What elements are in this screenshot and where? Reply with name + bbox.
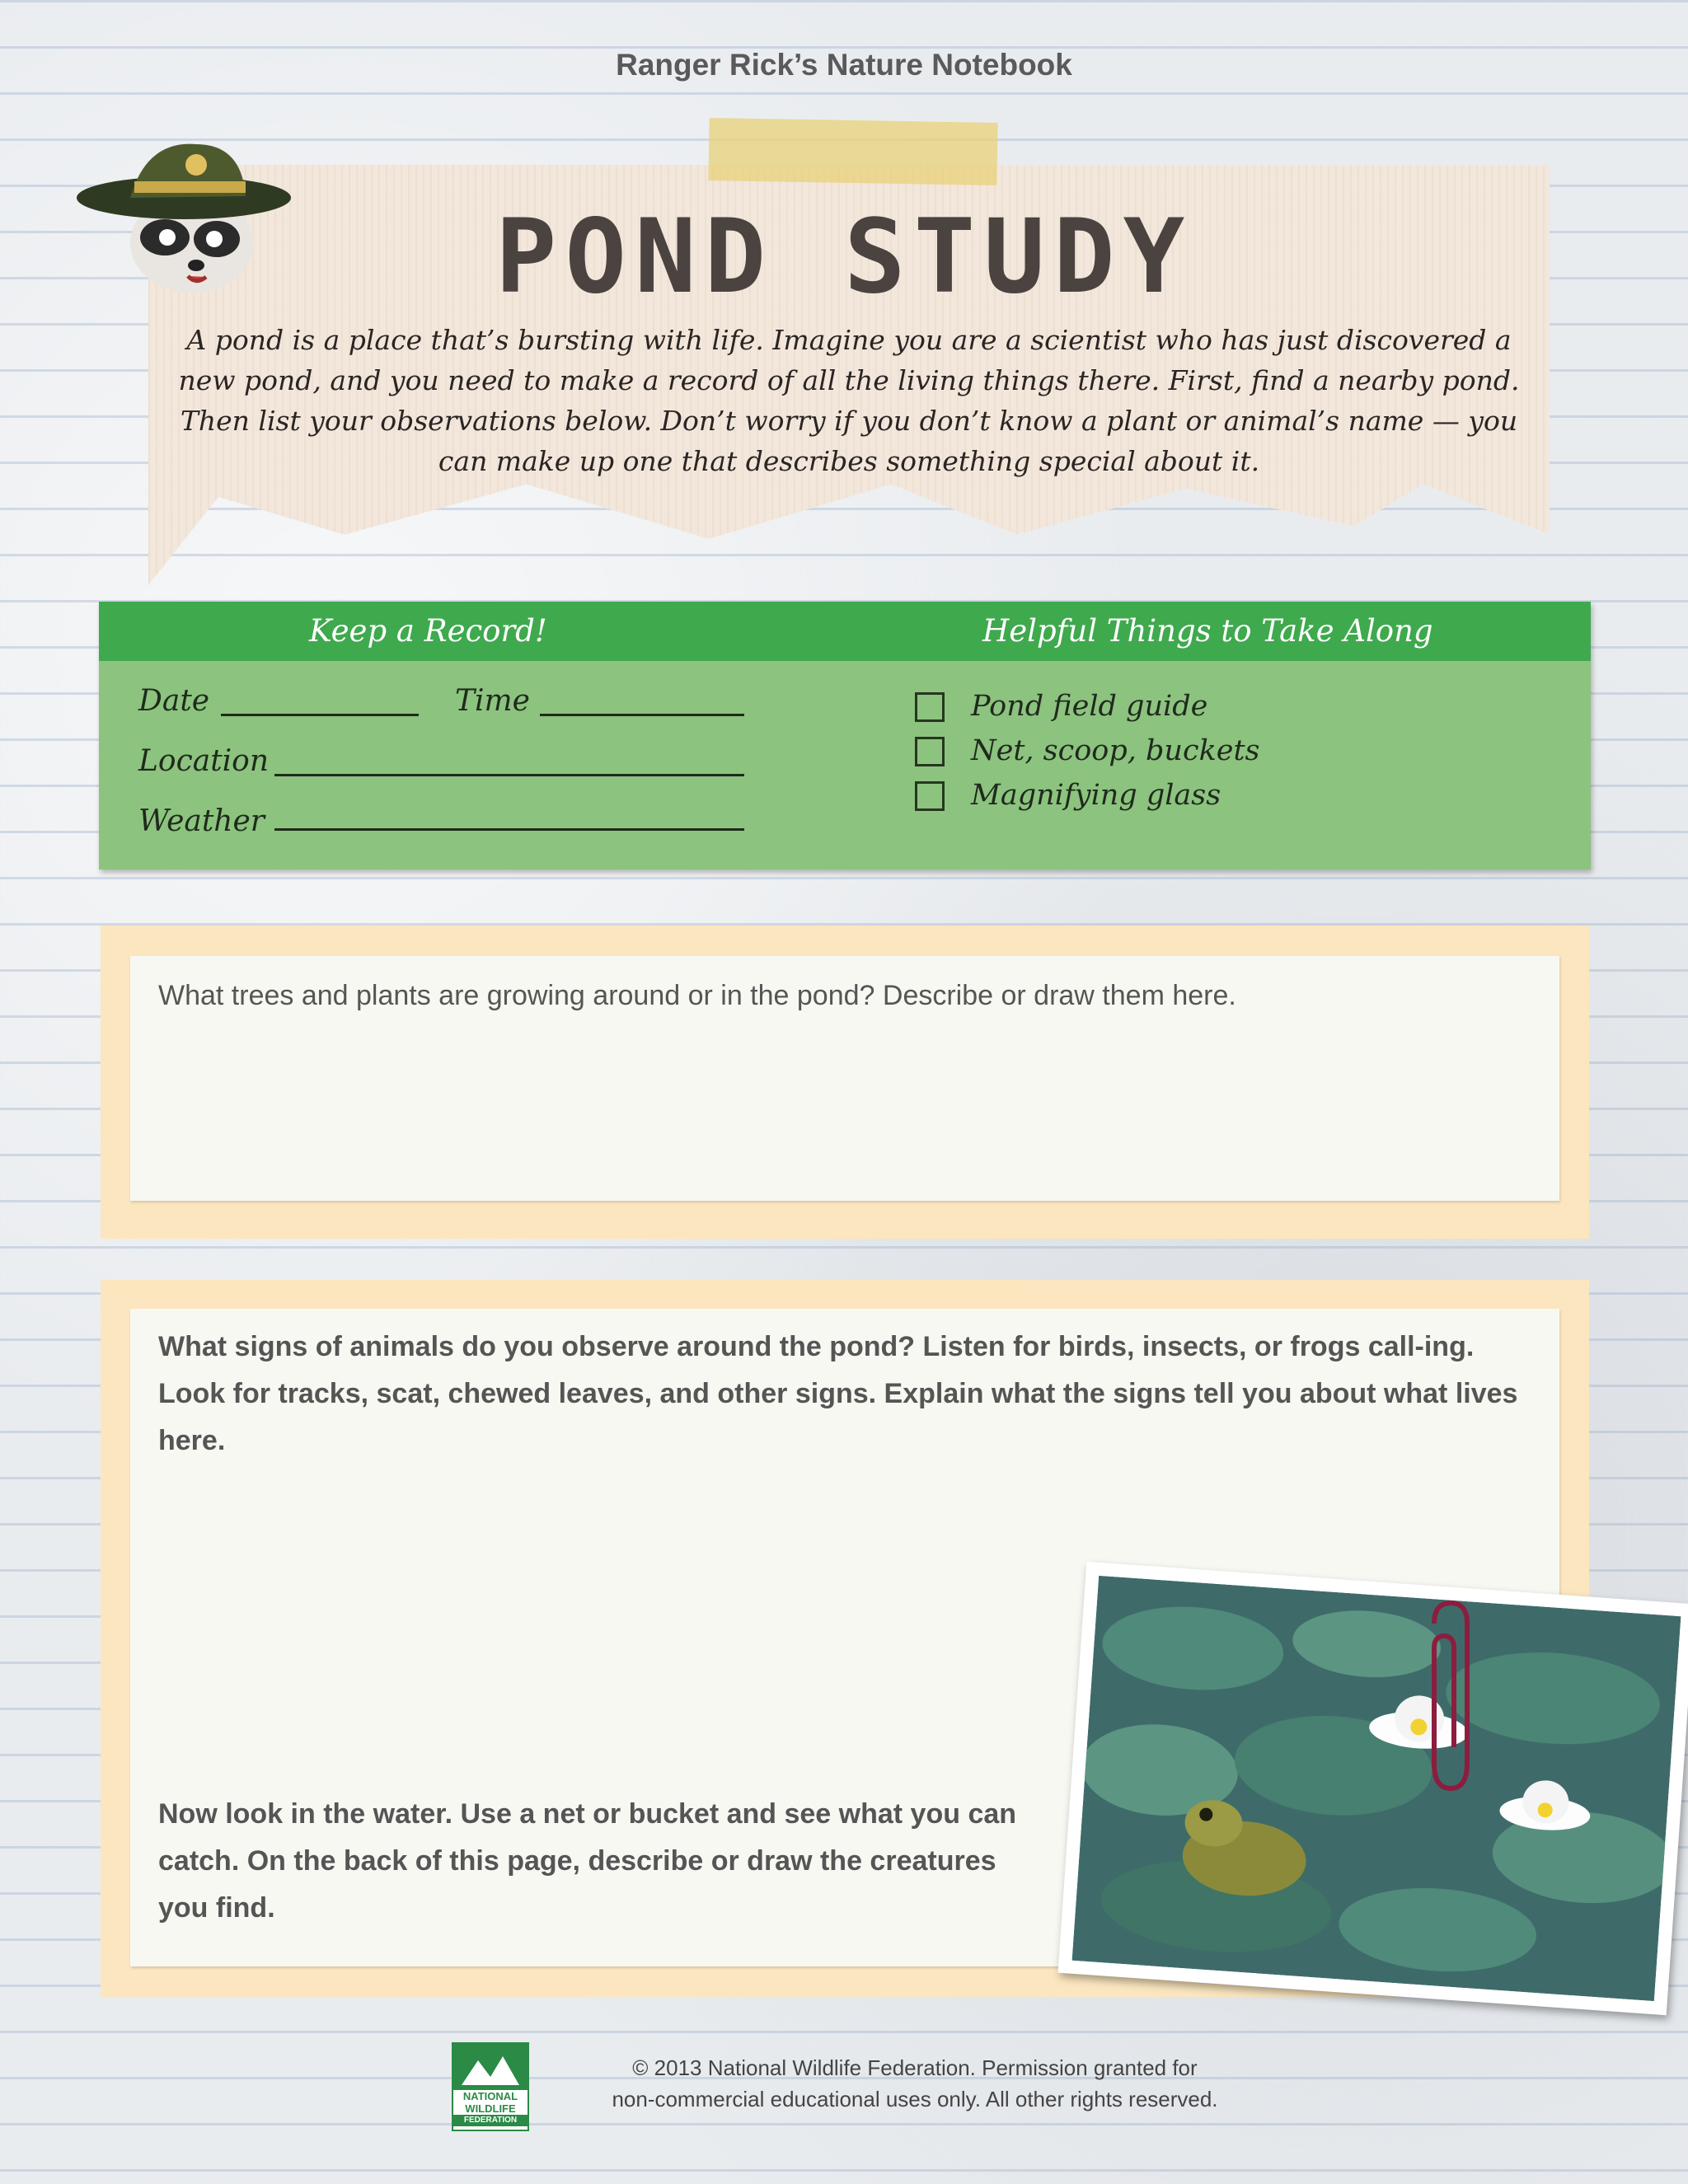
page-title: POND STUDY xyxy=(495,198,1193,316)
checkbox-net-scoop-buckets[interactable] xyxy=(915,737,945,766)
record-panel-header xyxy=(99,602,1591,661)
weather-field[interactable] xyxy=(274,828,744,831)
take-along-item: Magnifying glass xyxy=(971,779,1221,812)
take-along-item: Pond field guide xyxy=(971,690,1208,723)
wildlife-silhouette-icon xyxy=(453,2044,528,2090)
copyright-line-2: non-commercial educational uses only. All other rights reserved. xyxy=(612,2087,1218,2111)
water-prompt: Now look in the water. Use a net or bucket and see what you can catch. On the back of this page, describe or draw the creatures you find. xyxy=(158,1798,1017,1924)
plants-writing-area[interactable] xyxy=(130,956,1559,1201)
plants-prompt: What trees and plants are growing around or in the pond? Describe or draw them here. xyxy=(158,980,1236,1011)
animals-prompt: What signs of animals do you observe around the pond? Listen for birds, insects, or frogs call-ing. Look for tracks, scat, chewed leaves, and other signs. Explain what the signs tell you about what lives here. xyxy=(158,1331,1518,1456)
take-along-item: Net, scoop, buckets xyxy=(971,734,1260,767)
pond-photo-image xyxy=(1072,1576,1681,2001)
date-field[interactable] xyxy=(221,714,419,716)
nwf-logo-line: FEDERATION xyxy=(453,2115,528,2126)
keep-record-heading: Keep a Record! xyxy=(309,613,547,649)
intro-paragraph: A pond is a place that’s bursting with life. Imagine you are a scientist who has just discovered a new pond, and you need to make a record of all the living things there. First, find a nearby pond. Then list your observations below. Don’t worry if you don’t know a plant or animal’s name — you can make up one that describes something special about it. xyxy=(178,324,1520,477)
frog-lily-pad-photo xyxy=(1057,1562,1688,2015)
copyright-notice xyxy=(544,2052,1286,2115)
checkbox-magnifying-glass[interactable] xyxy=(915,781,945,811)
weather-label: Weather xyxy=(138,804,265,838)
checkbox-pond-field-guide[interactable] xyxy=(915,692,945,722)
paperclip-icon xyxy=(1418,1599,1484,1797)
location-field[interactable] xyxy=(274,774,744,776)
nwf-logo xyxy=(452,2042,529,2131)
copyright-line-1: © 2013 National Wildlife Federation. Permission granted for xyxy=(632,2055,1198,2080)
date-label: Date xyxy=(138,684,210,718)
nwf-logo-line: NATIONAL xyxy=(462,2090,518,2102)
location-label: Location xyxy=(138,744,270,778)
take-along-heading: Helpful Things to Take Along xyxy=(982,613,1433,649)
notebook-header: Ranger Rick’s Nature Notebook xyxy=(616,48,1072,82)
record-panel xyxy=(99,602,1591,869)
time-label: Time xyxy=(455,684,530,718)
masking-tape xyxy=(708,118,997,185)
nwf-logo-line: WILDLIFE xyxy=(465,2102,516,2115)
time-field[interactable] xyxy=(540,714,744,716)
